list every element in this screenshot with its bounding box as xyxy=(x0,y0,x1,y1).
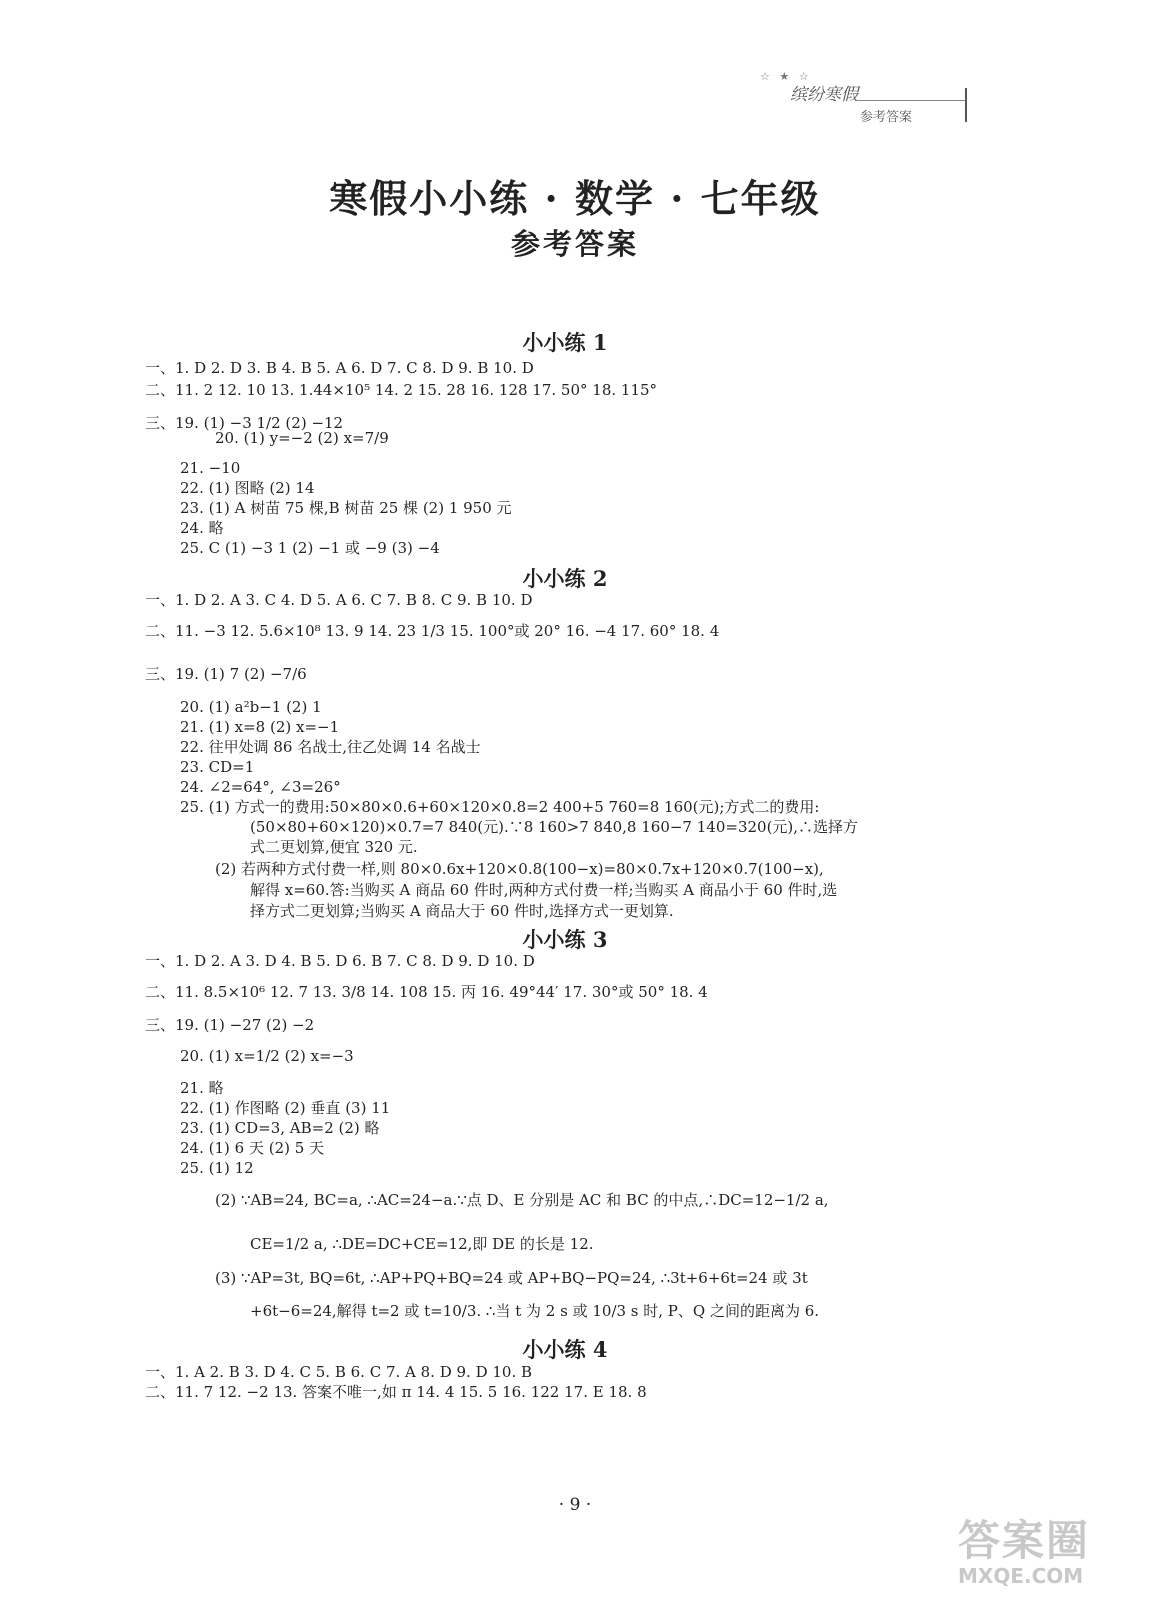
brand-text: 缤纷寒假 xyxy=(790,85,858,105)
answer-line: 25. (1) 12 xyxy=(180,1159,254,1177)
answer-line: 22. 往甲处调 86 名战士,往乙处调 14 名战士 xyxy=(180,738,481,756)
answer-line: 一、1. D 2. A 3. C 4. D 5. A 6. C 7. B 8. C 9. B 10. D xyxy=(145,591,533,609)
section-heading-1: 小小练 1 xyxy=(522,330,608,355)
answer-line: 21. −10 xyxy=(180,459,241,477)
answer-line: 21. (1) x=8 (2) x=−1 xyxy=(180,718,340,736)
header-vertical-bar xyxy=(965,88,967,122)
watermark-logo: 答案圈 xyxy=(958,1516,1091,1565)
watermark-url: MXQE.COM xyxy=(958,1564,1084,1588)
header-divider xyxy=(855,100,965,101)
header-subtitle: 参考答案 xyxy=(860,110,913,125)
header-logo xyxy=(760,70,975,130)
section-heading-2: 小小练 2 xyxy=(522,566,608,591)
watermark xyxy=(958,1508,1128,1588)
answer-line: 24. ∠2=64°, ∠3=26° xyxy=(180,778,341,796)
page-subtitle: 参考答案 xyxy=(510,227,639,261)
answer-line: 23. (1) A 树苗 75 棵,B 树苗 25 棵 (2) 1 950 元 xyxy=(180,499,512,517)
answer-line: 二、11. −3 12. 5.6×10⁸ 13. 9 14. 23 1/3 15. 100°或 20° 16. −4 17. 60° 18. 4 xyxy=(145,622,720,640)
answer-line: 择方式二更划算;当购买 A 商品大于 60 件时,选择方式一更划算. xyxy=(250,902,674,920)
answer-line: 22. (1) 作图略 (2) 垂直 (3) 11 xyxy=(180,1099,391,1117)
answer-line: (50×80+60×120)×0.7=7 840(元).∵8 160>7 840,8 160−7 140=320(元),∴选择方 xyxy=(250,818,859,836)
answer-line: 24. (1) 6 天 (2) 5 天 xyxy=(180,1139,325,1157)
answer-line: 20. (1) x=1/2 (2) x=−3 xyxy=(180,1047,354,1065)
answer-line: 20. (1) a²b−1 (2) 1 xyxy=(180,698,322,716)
answer-line: 二、11. 2 12. 10 13. 1.44×10⁵ 14. 2 15. 28 16. 128 17. 50° 18. 115° xyxy=(145,381,658,399)
answer-line: (3) ∵AP=3t, BQ=6t, ∴AP+PQ+BQ=24 或 AP+BQ−PQ=24, ∴3t+6+6t=24 或 3t xyxy=(215,1269,808,1287)
section-heading-3: 小小练 3 xyxy=(522,927,608,952)
answer-line: 三、19. (1) 7 (2) −7/6 xyxy=(145,665,307,683)
answer-line: 三、19. (1) −3 1/2 (2) −12 xyxy=(145,414,344,432)
answer-line: (2) ∵AB=24, BC=a, ∴AC=24−a.∵点 D、E 分别是 AC 和 BC 的中点,∴DC=12−1/2 a, xyxy=(215,1191,829,1209)
answer-line: 25. C (1) −3 1 (2) −1 或 −9 (3) −4 xyxy=(180,539,440,557)
page-title: 寒假小小练 · 数学 · 七年级 xyxy=(329,176,821,221)
answer-line: 二、11. 7 12. −2 13. 答案不唯一,如 π 14. 4 15. 5 16. 122 17. E 18. 8 xyxy=(145,1383,647,1401)
answer-line: 24. 略 xyxy=(180,519,224,537)
answer-line: 20. (1) y=−2 (2) x=7/9 xyxy=(215,429,389,447)
answer-line: 23. CD=1 xyxy=(180,758,255,776)
answer-line: 三、19. (1) −27 (2) −2 xyxy=(145,1016,315,1034)
answer-line: (2) 若两种方式付费一样,则 80×0.6x+120×0.8(100−x)=80×0.7x+120×0.7(100−x), xyxy=(215,860,824,878)
answer-line: 式二更划算,便宜 320 元. xyxy=(250,838,418,856)
answer-line: 23. (1) CD=3, AB=2 (2) 略 xyxy=(180,1119,380,1137)
answer-line: CE=1/2 a, ∴DE=DC+CE=12,即 DE 的长是 12. xyxy=(250,1235,594,1253)
answer-line: 解得 x=60.答:当购买 A 商品 60 件时,两种方式付费一样;当购买 A 商品小于 60 件时,选 xyxy=(250,881,838,899)
answer-line: 22. (1) 图略 (2) 14 xyxy=(180,479,315,497)
answer-line: +6t−6=24,解得 t=2 或 t=10/3. ∴当 t 为 2 s 或 10/3 s 时, P、Q 之间的距离为 6. xyxy=(250,1302,820,1320)
answer-line: 21. 略 xyxy=(180,1079,224,1097)
answer-line: 25. (1) 方式一的费用:50×80×0.6+60×120×0.8=2 400+5 760=8 160(元);方式二的费用: xyxy=(180,798,820,816)
answer-line: 一、1. D 2. A 3. D 4. B 5. D 6. B 7. C 8. D 9. D 10. D xyxy=(145,952,535,970)
answer-line: 一、1. A 2. B 3. D 4. C 5. B 6. C 7. A 8. D 9. D 10. B xyxy=(145,1363,533,1381)
stars-icon: ☆ ★ ☆ xyxy=(760,70,812,83)
answer-line: 一、1. D 2. D 3. B 4. B 5. A 6. D 7. C 8. D 9. B 10. D xyxy=(145,359,534,377)
page-number: · 9 · xyxy=(558,1495,592,1515)
answer-line: 二、11. 8.5×10⁶ 12. 7 13. 3/8 14. 108 15. 丙 16. 49°44′ 17. 30°或 50° 18. 4 xyxy=(145,983,708,1001)
section-heading-4: 小小练 4 xyxy=(522,1337,608,1362)
